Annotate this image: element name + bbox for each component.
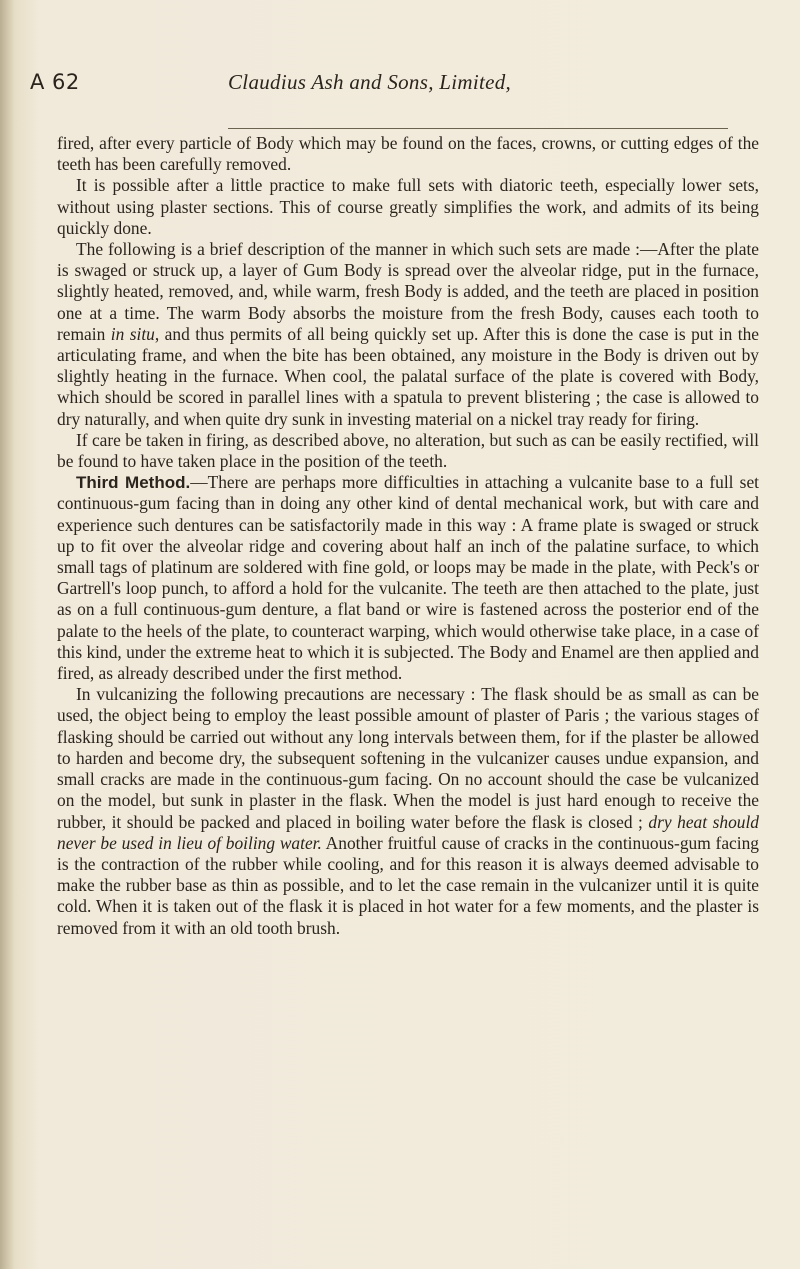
body-text (57, 133, 759, 939)
page-spine-shadow (0, 0, 14, 1269)
paragraph-4-text: If care be taken in firing, as described above, no alteration, but such as can be easily rectified, will be found to have taken place in the position of the teeth. (57, 429, 759, 472)
paragraph-2-text: It is possible after a little practice to make full sets with diatoric teeth, especially lower sets, without using plaster sections. This of course greatly simplifies the work, and admits of its being quickly done. (57, 175, 759, 238)
header-rule (228, 128, 728, 129)
paragraph-1-text: fired, after every particle of Body which may be found on the faces, crowns, or cutting edges of the teeth has been carefully removed. (57, 133, 759, 175)
paragraph-1 (57, 133, 759, 175)
page-number: A 62 (30, 70, 80, 94)
paragraph-4 (57, 430, 759, 472)
third-method-heading: Third Method. (76, 473, 191, 493)
paragraph-3 (57, 239, 759, 430)
paragraph-6-text-b: Another fruitful cause of cracks in the continuous-gum facing is the contraction of the rubber while cooling, and for this reason it is always deemed advisable to make the rubber base as thin as possible, and to let the case remain in the vulcanizer until it is quite cold. When it is taken out of the flask it is placed in hot water for a few moments, and the plaster is removed from it with an old tooth brush. (57, 832, 759, 938)
paragraph-5 (57, 472, 759, 684)
paragraph-5-text: —There are perhaps more difficulties in attaching a vulcanite base to a full set continuous-gum facing than in doing any other kind of dental mechanical work, but with care and experience such dentures can be satisfactorily made in this way : A frame plate is swaged or struck up to fit over the alveolar ridge and covering about half an inch of the palatine surface, to which small tags of platinum are soldered with fine gold, or loops may be made in the plate, with Peck's or Gartrell's loop punch, to afford a hold for the vulcanite. The teeth are then attached to the plate, just as on a full continuous-gum denture, a flat band or wire is fastened across the posterior end of the palate to the heels of the plate, to counteract warping, which would otherwise take place, in a case of this kind, under the extreme heat to which it is subjected. The Body and Enamel are then applied and fired, as already described under the first method. (57, 472, 760, 684)
running-title: Claudius Ash and Sons, Limited, (228, 70, 512, 94)
paragraph-3-italic: in situ (110, 323, 155, 344)
paragraph-6-italic: dry heat should never be used in lieu of boiling water. (57, 811, 759, 853)
paragraph-2 (57, 175, 759, 239)
paragraph-6-text-a: In vulcanizing the following precautions are necessary : The flask should be as small as can be used, the object being to employ the least possible amount of plaster of Paris ; the various stages of flasking should be carried out without any long intervals between them, for if the plaster be allowed to harden and become dry, the subsequent softening in the vulcanizer causes undue expansion, and small cracks are made in the continuous-gum facing. On no account should the case be vulcanized on the model, but sunk in plaster in the flask. When the model is just hard enough to receive the rubber, it should be packed and placed in boiling water before the flask is closed ; (57, 684, 759, 832)
page-header (30, 70, 750, 104)
paragraph-3-text-b: , and thus permits of all being quickly set up. After this is done the case is put in the articulating frame, and when the bite has been obtained, any moisture in the Body is driven out by slightly heating in the furnace. When cool, the palatal surface of the plate is covered with Body, which should be scored in parallel lines with a spatula to prevent blistering ; the case is allowed to dry naturally, and when quite dry sunk in investing material on a nickel tray ready for firing. (57, 323, 759, 429)
paragraph-3-text-a: The following is a brief description of the manner in which such sets are made :—After the plate is swaged or struck up, a layer of Gum Body is spread over the alveolar ridge, put in the furnace, slightly heated, removed, and, while warm, fresh Body is added, and the teeth are placed in position one at a time. The warm Body absorbs the moisture from the fresh Body, causes each tooth to remain (57, 239, 759, 344)
paragraph-6 (57, 684, 759, 938)
